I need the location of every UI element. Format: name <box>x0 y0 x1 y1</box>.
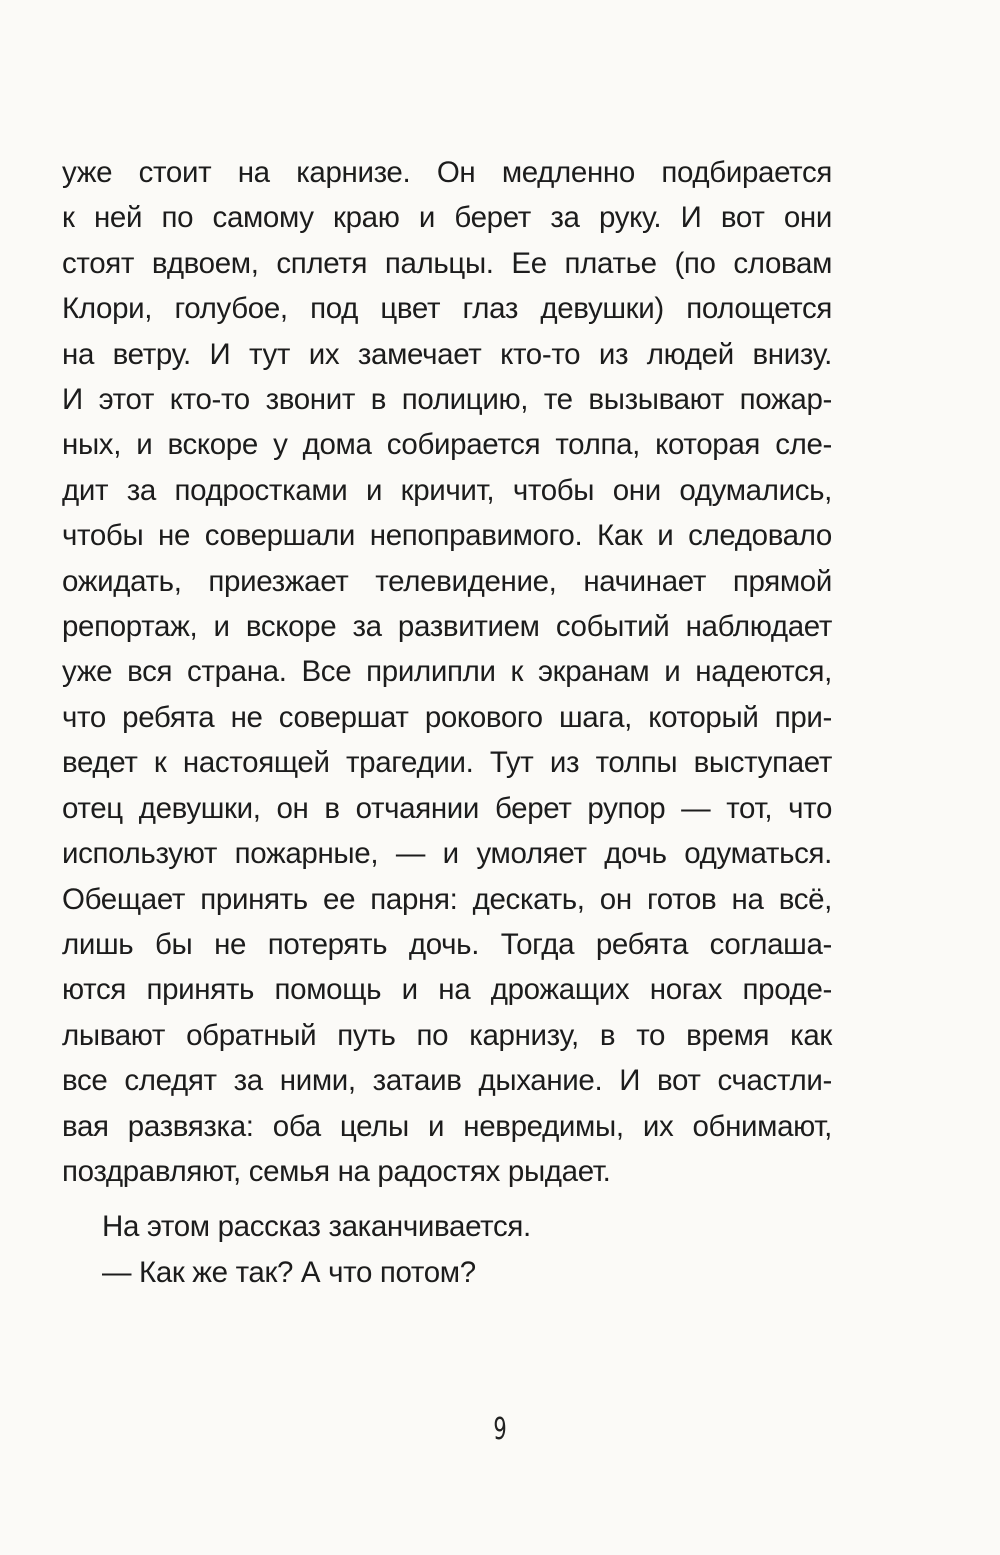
page-number: 9 <box>493 1412 507 1447</box>
text-line: ных, и вскоре у дома собирается толпа, которая сле- <box>62 428 832 462</box>
text-line: поздравляют, семья на радостях рыдает. <box>62 1154 611 1188</box>
text-line: стоят вдвоем, сплетя пальцы. Ее платье (по словам <box>62 246 832 280</box>
text-line: лывают обратный путь по карнизу, в то время как <box>62 1018 832 1052</box>
text-line: используют пожарные, — и умоляет дочь одуматься. <box>62 837 832 871</box>
text-line: дит за подростками и кричит, чтобы они одумались, <box>62 473 832 507</box>
text-line: И этот кто-то звонит в полицию, те вызывают пожар- <box>62 383 832 417</box>
text-line: ведет к настоящей трагедии. Тут из толпы выступает <box>62 746 832 780</box>
text-line: Обещает принять ее парня: дескать, он готов на всё, <box>62 882 832 916</box>
text-line: вая развязка: оба целы и невредимы, их обнимают, <box>62 1109 832 1143</box>
text-line: ожидать, приезжает телевидение, начинает прямой <box>62 564 832 598</box>
body-text <box>62 150 832 1295</box>
text-line: уже вся страна. Все прилипли к экранам и надеются, <box>62 655 832 689</box>
text-line: лишь бы не потерять дочь. Тогда ребята соглаша- <box>62 927 832 961</box>
text-line: что ребята не совершат рокового шага, который при- <box>62 700 832 734</box>
text-line: отец девушки, он в отчаянии берет рупор — тот, что <box>62 791 832 825</box>
text-line: к ней по самому краю и берет за руку. И вот они <box>62 201 832 235</box>
text-line: ются принять помощь и на дрожащих ногах проде- <box>62 973 832 1007</box>
text-line: репортаж, и вскоре за развитием событий наблюдает <box>62 610 832 644</box>
text-line: чтобы не совершали непоправимого. Как и следовало <box>62 519 832 553</box>
text-line: Клори, голубое, под цвет глаз девушки) полощется <box>62 292 832 326</box>
paragraph: На этом рассказ заканчивается. <box>102 1210 531 1244</box>
text-line: все следят за ними, затаив дыхание. И вот счастли- <box>62 1064 832 1098</box>
text-line: уже стоит на карнизе. Он медленно подбирается <box>62 156 832 189</box>
dialogue-line: — Как же так? А что потом? <box>102 1255 476 1289</box>
text-line: на ветру. И тут их замечает кто-то из людей внизу. <box>62 337 832 371</box>
